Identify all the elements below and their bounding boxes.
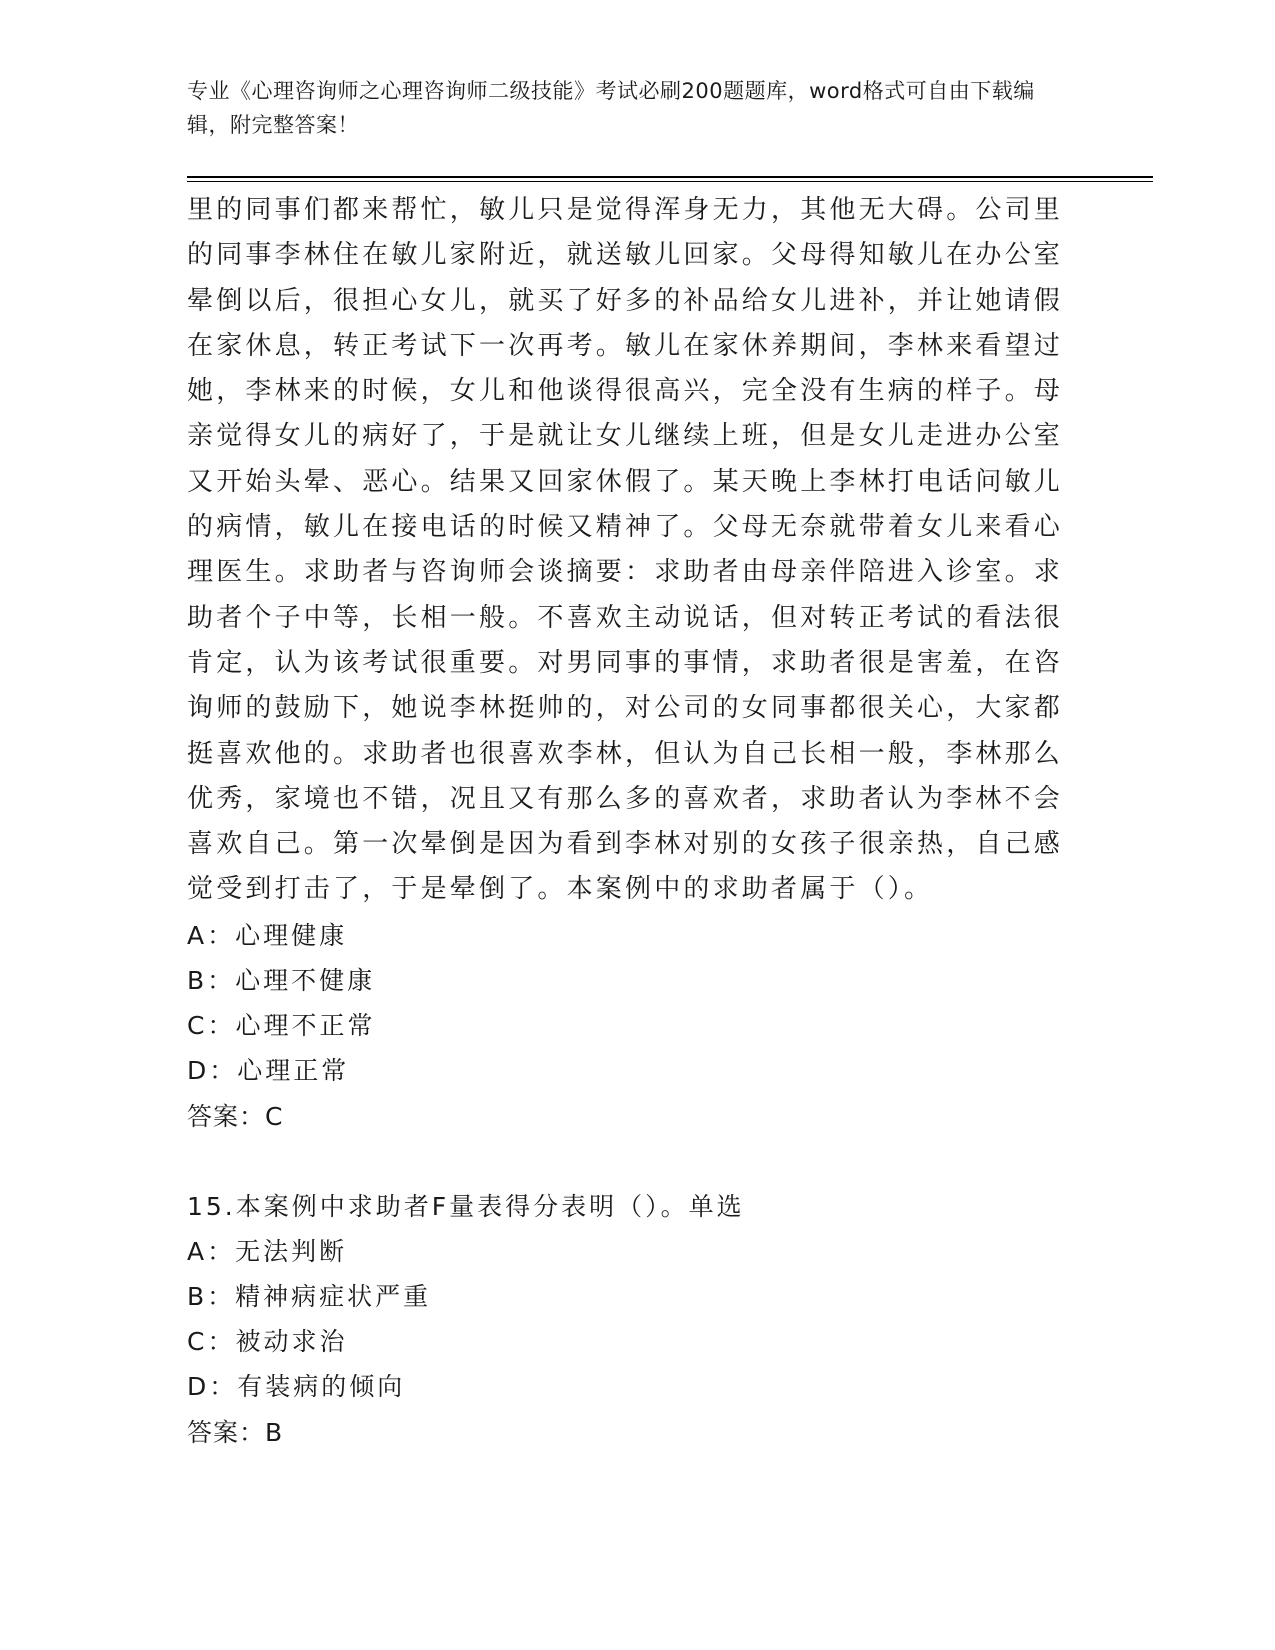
question-14 [187, 188, 1067, 1139]
question-stem: 15.本案例中求助者F量表得分表明（）。单选 [187, 1191, 745, 1221]
question-15 [187, 1184, 1067, 1455]
document-body [187, 188, 1067, 1455]
answer-line: 答案：C [187, 1101, 284, 1131]
header-divider-thin [187, 181, 1153, 182]
option-d: D：有装病的倾向 [187, 1371, 406, 1401]
option-b: B：精神病症状严重 [187, 1281, 432, 1311]
header-divider-thick [187, 176, 1153, 178]
option-d: D：心理正常 [187, 1055, 350, 1085]
case-passage: 里的同事们都来帮忙，敏儿只是觉得浑身无力，其他无大碍。公司里的同事李林住在敏儿家附近，就送敏儿回家。父母得知敏儿在办公室晕倒以后，很担心女儿，就买了好多的补品给女儿进补，并让她请假在家休息，转正考试下一次再考。敏儿在家休养期间，李林来看望过她，李林来的时候，女儿和他谈得很高兴，完全没有生病的样子。母亲觉得女儿的病好了，于是就让女儿继续上班，但是女儿走进办公室又开始头晕、恶心。结果又回家休假了。某天晚上李林打电话问敏儿的病情，敏儿在接电话的时候又精神了。父母无奈就带着女儿来看心理医生。求助者与咨询师会谈摘要：求助者由母亲伴陪进入诊室。求助者个子中等，长相一般。不喜欢主动说话，但对转正考试的看法很肯定，认为该考试很重要。对男同事的事情，求助者很是害羞，在咨询师的鼓励下，她说李林挺帅的，对公司的女同事都很关心，大家都挺喜欢他的。求助者也很喜欢李林，但认为自己长相一般，李林那么优秀，家境也不错，况且又有那么多的喜欢者，求助者认为李林不会喜欢自己。第一次晕倒是因为看到李林对别的女孩子很亲热，自己感觉受到打击了，于是晕倒了。本案例中的求助者属于（）。 [187, 195, 1064, 905]
header-title: 专业《心理咨询师之心理咨询师二级技能》考试必刷200题题库，word格式可自由下载编辑，附完整答案！ [187, 79, 1035, 137]
option-a: A：心理健康 [187, 920, 348, 950]
option-b: B：心理不健康 [187, 965, 376, 995]
option-c: C：心理不正常 [187, 1010, 376, 1040]
answer-line: 答案：B [187, 1417, 284, 1447]
option-a: A：无法判断 [187, 1236, 348, 1266]
option-c: C：被动求治 [187, 1326, 348, 1356]
document-header [187, 74, 1067, 142]
